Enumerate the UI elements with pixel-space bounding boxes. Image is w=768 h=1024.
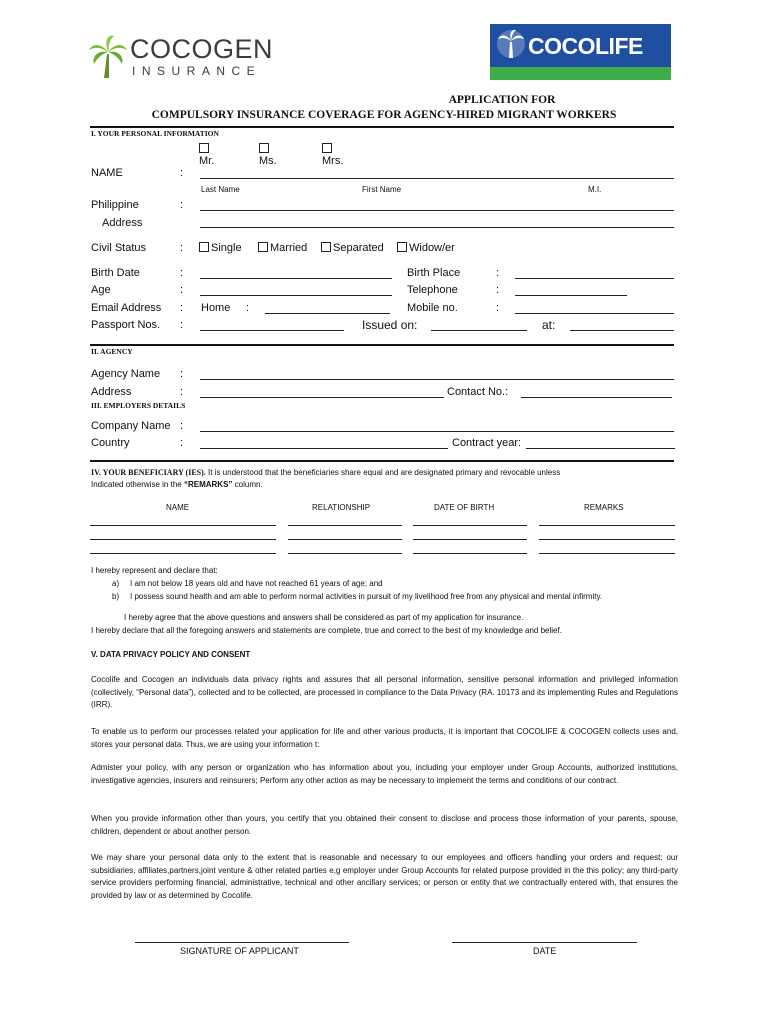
birth-place-label: Birth Place [407,267,461,279]
beneficiary-dob-3[interactable] [413,553,527,554]
mobile-field[interactable] [515,313,674,314]
palm-tree-icon [88,34,128,78]
age-field[interactable] [200,295,392,296]
age-label: Age [91,284,111,296]
applicant-signature-field[interactable] [135,942,349,943]
colon: : [180,420,184,432]
section-heading-personal: I. YOUR PERSONAL INFORMATION [91,129,219,138]
colon: : [180,242,184,254]
company-name-field[interactable] [200,431,674,432]
beneficiary-intro-line2: Indicated otherwise in the “REMARKS” column. [91,480,263,489]
issued-on-label: Issued on: [362,318,418,332]
civil-status-separated[interactable]: Separated [321,242,384,254]
colon: : [496,267,500,279]
beneficiary-intro: IV. YOUR BENEFICIARY (IES). It is understood that the beneficiaries share equal and are designated primary and revocable unless [91,468,561,477]
date-field[interactable] [452,942,637,943]
beneficiary-dob-1[interactable] [413,525,527,526]
country-field[interactable] [200,448,448,449]
section-heading-agency: II. AGENCY [91,347,133,356]
beneficiary-remarks-1[interactable] [539,525,675,526]
contact-no-label: Contact No.: [447,386,509,398]
beneficiary-name-2[interactable] [90,539,276,540]
privacy-paragraph-2: To enable us to perform our processes related your application for life and other various products, it is important that COCOLIFE & COCOGEN collects uses and, stores your personal data. Thus, we are using your information t: [91,727,678,749]
col-header-relationship: RELATIONSHIP [312,503,371,512]
colon: : [180,302,184,314]
issued-at-field[interactable] [570,330,674,331]
passport-field[interactable] [200,330,344,331]
colon: : [180,386,184,398]
beneficiary-remarks-2[interactable] [539,539,675,540]
civil-status-married[interactable]: Married [258,242,307,254]
cocolife-green-band [490,67,671,80]
checkbox[interactable] [259,143,269,153]
checkbox[interactable] [397,242,407,252]
colon: : [180,437,184,449]
cocolife-wordmark: COCOLIFE [528,33,643,59]
checkbox[interactable] [199,143,209,153]
cocogen-logo [88,34,303,80]
company-name-label: Company Name [91,420,171,432]
beneficiary-remarks-3[interactable] [539,553,675,554]
cocogen-wordmark: COCOGEN [130,34,274,64]
address-label-2: Address [102,217,143,229]
privacy-paragraph-3: Admister your policy, with any person or organization who has information about you, including your employer under Group Accounts, authorized institutions, investigative agencies, insurers and reinsurers; Perform any other action as may be necessary to implement the terms and conditions of our contract. [91,763,678,785]
applicant-signature-label: SIGNATURE OF APPLICANT [180,946,299,956]
beneficiary-relationship-3[interactable] [288,553,402,554]
checkbox[interactable] [258,242,268,252]
email-label: Email Address [91,302,162,314]
home-label: Home [201,302,231,314]
agency-name-field[interactable] [200,379,674,380]
privacy-paragraph-4: When you provide information other than yours, you certify that you obtained their consent to disclose and process those information of your parents, spouse, children, dependent or about another person. [91,814,678,836]
section-heading-beneficiary: IV. YOUR BENEFICIARY (IES). [91,468,206,477]
declaration-declare: I hereby declare that all the foregoing answers and statements are complete, true and correct to the best of my knowledge and belief. [91,626,562,635]
declaration-item-a-marker: a) [112,579,120,588]
checkbox[interactable] [199,242,209,252]
checkbox[interactable] [322,143,332,153]
colon: : [180,319,184,331]
date-label: DATE [533,946,557,956]
beneficiary-relationship-2[interactable] [288,539,402,540]
address-field-2[interactable] [200,227,674,228]
form-title-line1: APPLICATION FOR [448,94,556,106]
section-heading-privacy: V. DATA PRIVACY POLICY AND CONSENT [91,650,251,659]
mi-caption: M.I. [588,185,602,194]
beneficiary-relationship-1[interactable] [288,525,402,526]
colon: : [180,284,184,296]
at-label: at: [542,318,556,332]
colon: : [180,199,184,211]
birth-date-field[interactable] [200,278,392,279]
divider [90,126,674,128]
salutation-mr[interactable]: Mr. [199,143,214,167]
agency-address-field[interactable] [200,397,444,398]
country-label: Country [91,437,130,449]
contract-year-label: Contract year: [452,437,522,449]
civil-status-widower[interactable]: Widow/er [397,242,455,254]
beneficiary-name-1[interactable] [90,525,276,526]
col-header-dob: DATE OF BIRTH [434,503,495,512]
birth-place-field[interactable] [515,278,674,279]
declaration-intro: I hereby represent and declare that: [91,566,218,575]
birth-date-label: Birth Date [91,267,140,279]
colon: : [180,368,184,380]
privacy-paragraph-1: Cocolife and Cocogen an individuals data privacy rights and assures that all personal information, sensitive personal information and privileged information (collectively, “Personal data”), collected and to be collected, are processed in compliance to the Data Privacy (RA. 10173 and its implementing Rules and Regulations (IRR). [91,675,678,709]
telephone-field[interactable] [515,295,627,296]
colon: : [180,267,184,279]
contact-no-field[interactable] [521,397,672,398]
privacy-paragraph-5: We may share your personal data only to the extent that is reasonable and necessary to our employees and officers handling your orders and request; our subsidiaries, affiliates,partners,joint venture & other related parties e,g employer under Group Accounts for related purpose provided in the this policy; any third-party service providers performing financial, administrative, technical and other ancillary services; or person or entity that we contractually entered with, that ensures the provided by law or as determined by Cocolife. [91,853,678,900]
civil-status-single[interactable]: Single [199,242,242,254]
agency-name-label: Agency Name [91,368,161,380]
salutation-mrs[interactable]: Mrs. [322,143,343,167]
declaration-item-a: I am not below 18 years old and have not reached 61 years of age; and [130,579,383,588]
name-field[interactable] [200,178,674,179]
beneficiary-dob-2[interactable] [413,539,527,540]
colon: : [180,167,184,179]
last-name-caption: Last Name [201,185,240,194]
name-label: NAME [91,167,123,179]
declaration-agree: I hereby agree that the above questions and answers shall be considered as part of my application for insurance. [124,613,524,622]
colon: : [496,302,500,314]
telephone-label: Telephone [407,284,458,296]
section-heading-employers: III. EMPLOYERS DETAILS [91,401,186,410]
declaration-item-b-marker: b) [112,592,120,601]
agency-address-label: Address [91,386,132,398]
email-home-field[interactable] [265,313,390,314]
beneficiary-name-3[interactable] [90,553,276,554]
first-name-caption: First Name [362,185,402,194]
salutation-ms[interactable]: Ms. [259,143,277,167]
declaration-item-b: I possess sound health and am able to perform normal activities in pursuit of my livelihood free from any physical and mental infirmity. [130,592,603,601]
cocogen-subtitle: INSURANCE [132,64,262,78]
palm-tree-icon [496,28,526,60]
divider [90,460,674,462]
col-header-remarks: REMARKS [584,503,624,512]
contract-year-field[interactable] [526,448,675,449]
col-header-name: NAME [166,503,190,512]
checkbox[interactable] [321,242,331,252]
colon: : [496,284,500,296]
colon: : [246,302,250,314]
form-title-line2: COMPULSORY INSURANCE COVERAGE FOR AGENCY-HIRED MIGRANT WORKERS [151,109,617,121]
passport-label: Passport Nos. [91,319,161,331]
issued-on-field[interactable] [431,330,527,331]
civil-status-label: Civil Status [91,242,147,254]
cocolife-logo [490,24,671,80]
address-field-1[interactable] [200,210,674,211]
address-label: Philippine [91,199,139,211]
mobile-label: Mobile no. [407,302,458,314]
divider [90,344,674,346]
